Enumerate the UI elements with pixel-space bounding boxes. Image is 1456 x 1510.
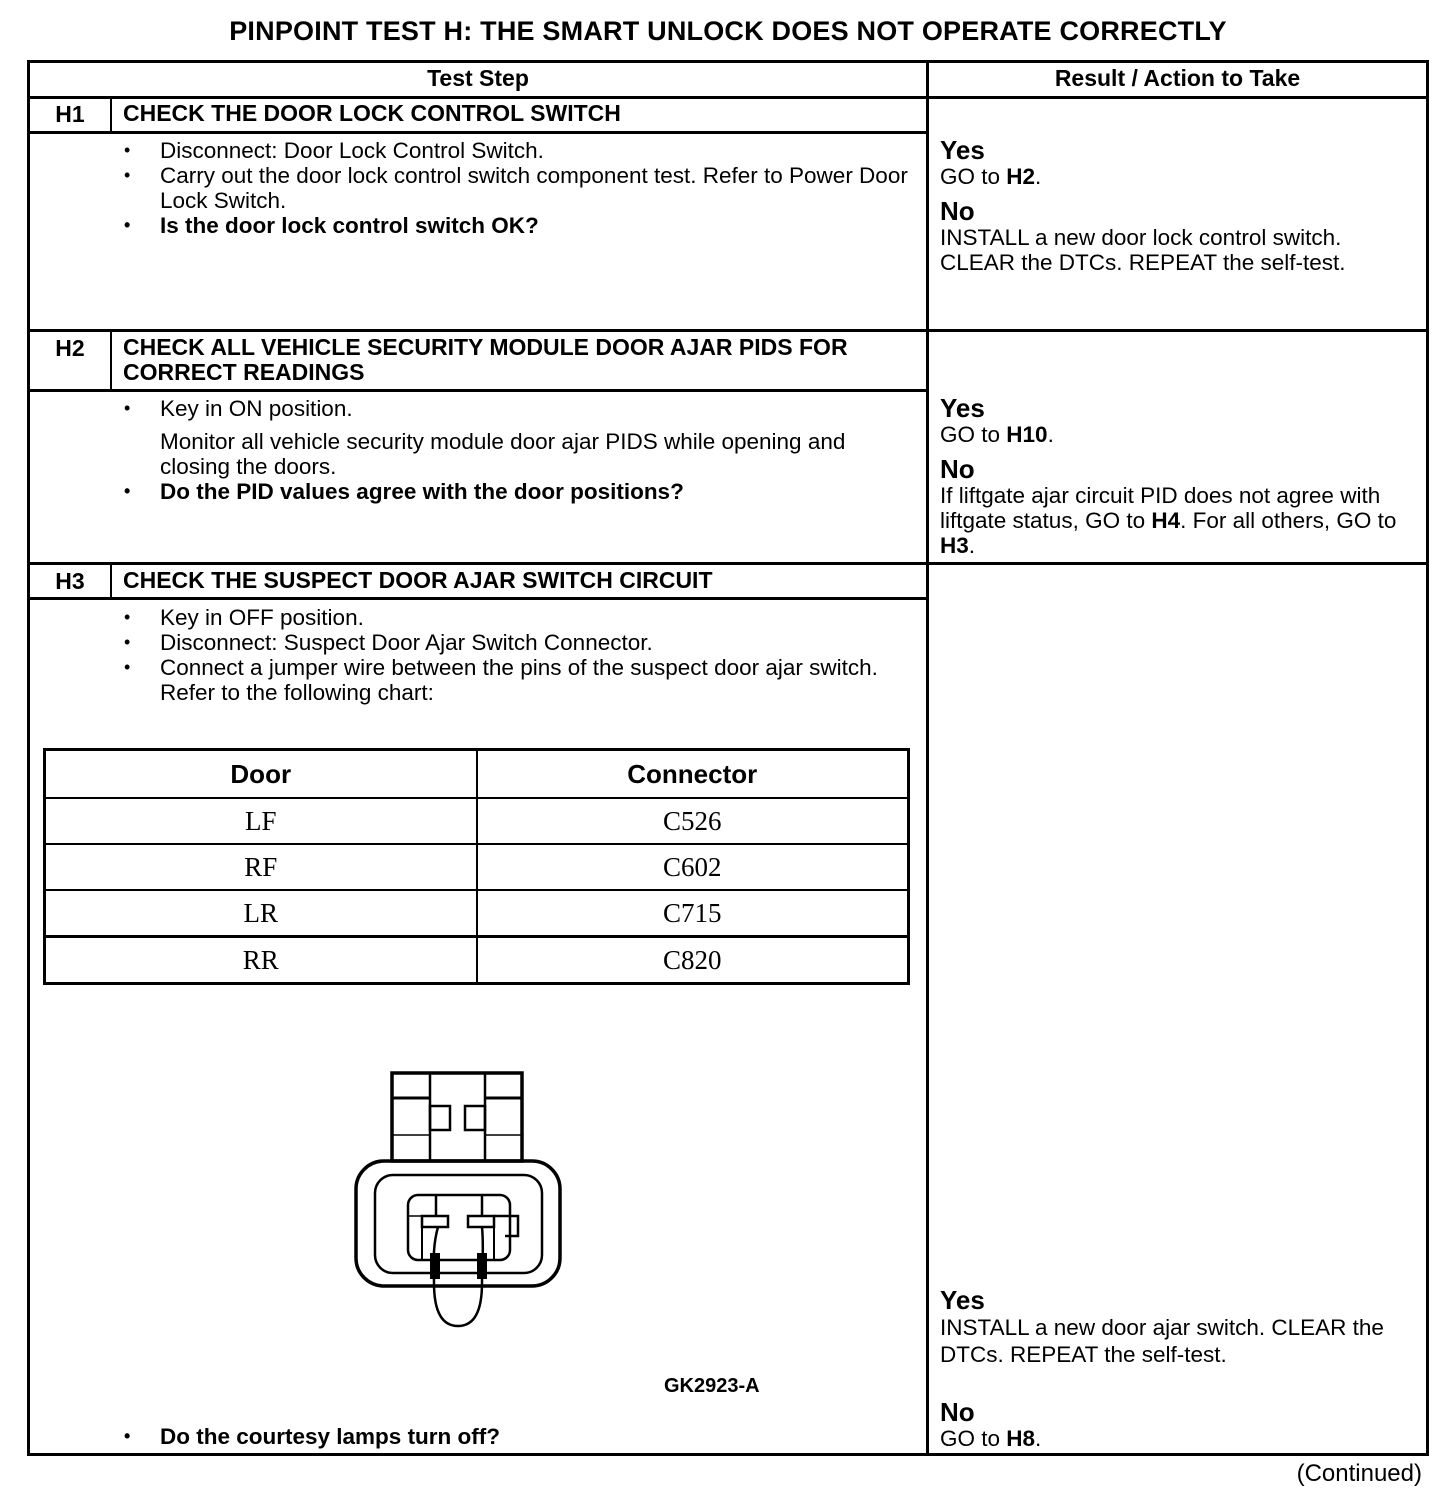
yes-action-end: . (1035, 164, 1042, 189)
instruction-item: • Connect a jumper wire between the pins of the suspect door ajar switch. Refer to the following chart: (124, 655, 884, 705)
step-title-divider (27, 131, 927, 134)
step-id-divider (110, 562, 112, 599)
continued-label: (Continued) (1296, 1460, 1422, 1487)
step-instructions (124, 605, 884, 705)
step-instructions (124, 396, 914, 504)
door-connector-chart (43, 748, 910, 985)
no-label: No (940, 196, 975, 226)
goto-link-h2[interactable]: H2 (1006, 164, 1036, 189)
goto-link-h3[interactable]: H3 (940, 533, 969, 558)
yes-action-text: GO to (940, 164, 1007, 189)
no-label: No (940, 454, 975, 484)
no-action-end: . (968, 533, 976, 558)
step-title-divider (27, 597, 927, 600)
goto-link-h10[interactable]: H10 (1006, 422, 1048, 447)
step-id-divider (110, 329, 112, 391)
goto-link-h4[interactable]: H4 (1151, 508, 1181, 533)
connector-jumper-wire-diagram-icon (350, 1068, 570, 1330)
instruction-item: • Disconnect: Door Lock Control Switch. (124, 138, 914, 163)
column-divider (926, 60, 929, 1456)
yes-label: Yes (940, 393, 985, 423)
yes-action-text: GO to (940, 422, 1007, 447)
chart-cell-connector: C820 (477, 937, 909, 984)
instruction-item: • Disconnect: Suspect Door Ajar Switch Connector. (124, 630, 884, 655)
no-action-text: If liftgate ajar circuit PID does not agree with liftgate status, GO to (940, 483, 1381, 533)
step-result (940, 136, 1420, 275)
chart-header-door: Door (45, 750, 477, 799)
step-title: CHECK THE SUSPECT DOOR AJAR SWITCH CIRCUIT (123, 567, 713, 593)
chart-cell-door: LR (45, 890, 477, 937)
step-title-divider (27, 389, 927, 392)
instruction-note: Monitor all vehicle security module door ajar PIDS while opening and closing the doors. (160, 429, 846, 479)
column-header-result-action: Result / Action to Take (1054, 65, 1301, 91)
chart-row (45, 844, 909, 890)
no-action-end: . (1035, 1426, 1042, 1451)
step-divider (27, 329, 1429, 332)
chart-cell-connector: C715 (477, 890, 909, 937)
step-id-divider (110, 96, 112, 133)
step-title: CHECK ALL VEHICLE SECURITY MODULE DOOR AJAR PIDS FOR CORRECT READINGS (123, 334, 848, 385)
no-action (940, 483, 1420, 558)
yes-action (940, 422, 1420, 447)
column-header-test-step: Test Step (427, 65, 529, 91)
no-action-text: . For all others, GO to (1180, 508, 1397, 533)
chart-cell-door: RF (45, 844, 477, 890)
instruction-item: • Key in OFF position. (124, 605, 884, 630)
instruction-item: • Key in ON position. (124, 396, 914, 421)
chart-row (45, 798, 909, 844)
chart-cell-door: LF (45, 798, 477, 844)
chart-row (45, 890, 909, 937)
yes-action (940, 164, 1420, 189)
instruction-question: • Do the courtesy lamps turn off? (124, 1424, 884, 1449)
step-title: CHECK THE DOOR LOCK CONTROL SWITCH (123, 100, 621, 126)
yes-label: Yes (940, 1285, 985, 1315)
goto-link-h8[interactable]: H8 (1006, 1426, 1036, 1451)
instruction-item: • Carry out the door lock control switch component test. Refer to Power Door Lock Switch. (124, 163, 914, 213)
chart-header-connector: Connector (477, 750, 909, 799)
no-action-text: GO to (940, 1426, 1007, 1451)
no-action (940, 1426, 1420, 1451)
yes-action-end: . (1047, 422, 1054, 447)
step-result (940, 394, 1420, 558)
step-instructions (124, 138, 914, 238)
no-label: No (940, 1397, 975, 1427)
yes-label: Yes (940, 135, 985, 165)
chart-header-row (45, 750, 909, 799)
chart-row (45, 937, 909, 984)
instruction-question: • Is the door lock control switch OK? (124, 213, 914, 238)
step-id: H1 (55, 101, 85, 127)
header-divider (27, 96, 1429, 99)
figure-code: GK2923-A (664, 1375, 760, 1397)
step-question (124, 1424, 884, 1449)
chart-cell-connector: C526 (477, 798, 909, 844)
page-title: PINPOINT TEST H: THE SMART UNLOCK DOES NOT OPERATE CORRECTLY (229, 16, 1227, 46)
instruction-question: • Do the PID values agree with the door positions? (124, 479, 914, 504)
step-id: H2 (55, 335, 85, 361)
yes-action: INSTALL a new door ajar switch. CLEAR the DTCs. REPEAT the self-test. (940, 1315, 1384, 1367)
step-result (940, 1286, 1420, 1451)
no-action: INSTALL a new door lock control switch. CLEAR the DTCs. REPEAT the self-test. (940, 225, 1346, 275)
chart-cell-connector: C602 (477, 844, 909, 890)
step-id: H3 (55, 568, 85, 594)
chart-cell-door: RR (45, 937, 477, 984)
step-divider (27, 562, 1429, 565)
